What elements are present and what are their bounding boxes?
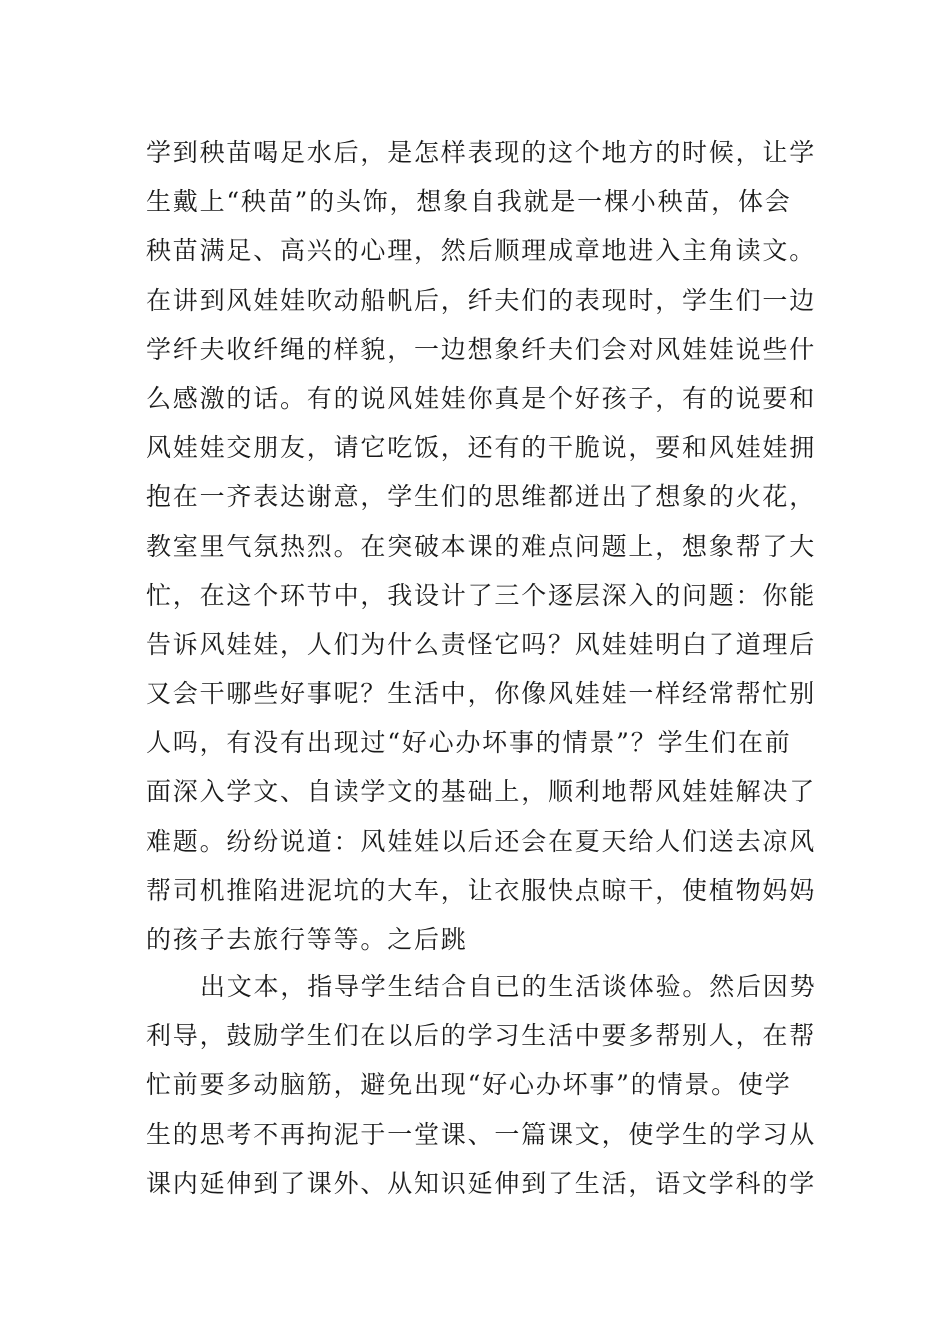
text-line: 利导，鼓励学生们在以后的学习生活中要多帮别人，在帮 [146, 1021, 817, 1051]
text-line: 秧苗满足、高兴的心理，然后顺理成章地进入主角读文。 [146, 236, 817, 266]
text-line: 学到秧苗喝足水后，是怎样表现的这个地方的时候，让学 [146, 138, 817, 167]
text-line: 课内延伸到了课外、从知识延伸到了生活，语文学科的学 [146, 1168, 817, 1198]
text-line: 难题。纷纷说道：风娃娃以后还会在夏天给人们送去凉风 [146, 826, 817, 856]
text-line: 学纤夫收纤绳的样貌，一边想象纤夫们会对风娃娃说些什 [146, 334, 817, 364]
paragraph-2 [146, 962, 816, 1208]
text-line: 抱在一齐表达谢意，学生们的思维都迸出了想象的火花， [146, 482, 817, 512]
text-line: 么感激的话。有的说风娃娃你真是个好孩子，有的说要和 [146, 383, 817, 413]
text-line: 面深入学文、自读学文的基础上，顺利地帮风娃娃解决了 [146, 777, 817, 807]
text-line: 人吗，有没有出现过“好心办坏事的情景”？学生们在前 [146, 728, 792, 758]
text-line: 风娃娃交朋友，请它吃饭，还有的干脆说，要和风娃娃拥 [146, 433, 817, 463]
text-line: 的孩子去旅行等等。之后跳 [146, 925, 468, 954]
text-line: 生戴上“秧苗”的头饰，想象自我就是一棵小秧苗，体会 [146, 187, 792, 217]
text-line: 教室里气氛热烈。在突破本课的难点问题上，想象帮了大 [146, 531, 817, 561]
text-line: 告诉风娃娃，人们为什么责怪它吗？风娃娃明白了道理后 [146, 629, 817, 659]
text-line: 帮司机推陷进泥坑的大车，让衣服快点晾干，使植物妈妈 [146, 875, 817, 905]
text-line: 在讲到风娃娃吹动船帆后，纤夫们的表现时，学生们一边 [146, 285, 817, 315]
text-line: 忙前要多动脑筋，避免出现“好心办坏事”的情景。使学 [146, 1070, 792, 1100]
text-line: 忙，在这个环节中，我设计了三个逐层深入的问题：你能 [146, 580, 817, 610]
paragraph-1 [146, 128, 816, 964]
text-line: 出文本，指导学生结合自已的生活谈体验。然后因势 [200, 972, 817, 1001]
text-line: 生的思考不再拘泥于一堂课、一篇课文，使学生的学习从 [146, 1119, 817, 1149]
text-line: 又会干哪些好事呢？生活中，你像风娃娃一样经常帮忙别 [146, 679, 817, 709]
